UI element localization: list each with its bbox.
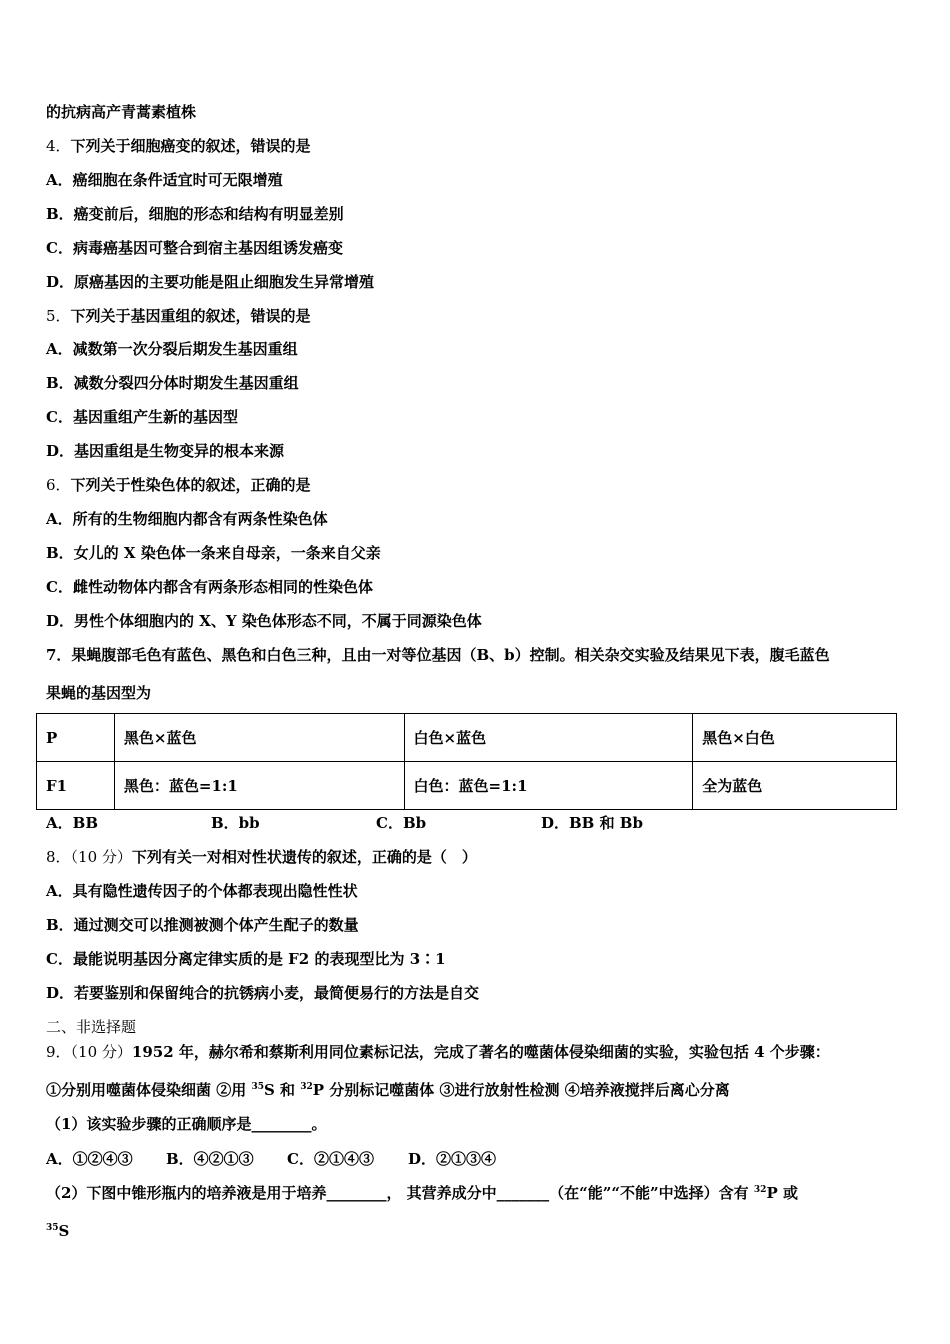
table-cell: P [37, 714, 115, 762]
q5-option-b: B．减数分裂四分体时期发生基因重组 [46, 374, 299, 392]
q8-option-b: B．通过测交可以推测被测个体产生配子的数量 [46, 916, 359, 934]
q9-sub2: （2）下图中锥形瓶内的培养液是用于培养________， 其营养成分中_______（在“能”“不能”中选择）含有 $^{32}$P 或 [46, 1184, 798, 1202]
q5-stem: 5．下列关于基因重组的叙述，错误的是 [46, 307, 311, 325]
q7-option-a: A．BB [46, 814, 98, 832]
q7-options [46, 813, 643, 833]
q9-sub1: （1）该实验步骤的正确顺序是________。 [46, 1115, 327, 1133]
q8-option-c: C．最能说明基因分离定律实质的是 F2 的表现型比为 3∶1 [46, 950, 446, 968]
q4-stem: 4．下列关于细胞癌变的叙述，错误的是 [46, 137, 311, 155]
table-cell: 白色×蓝色 [404, 714, 693, 762]
q9-option-c: C．②①④③ [287, 1150, 374, 1168]
q9-option-d: D．②①③④ [408, 1150, 497, 1168]
q4-option-c: C．病毒癌基因可整合到宿主基因组诱发癌变 [46, 239, 343, 257]
q9-steps: ①分别用噬菌体侵染细菌 ②用 $^{35}$S 和 $^{32}$P 分别标记噬菌体 ③进行放射性检测 ④培养液搅拌后离心分离 [46, 1081, 730, 1099]
q4-option-b: B．癌变前后，细胞的形态和结构有明显差别 [46, 205, 344, 223]
q6-option-d: D．男性个体细胞内的 X、Y 染色体形态不同，不属于同源染色体 [46, 612, 482, 630]
q7-stem-line1: 7．果蝇腹部毛色有蓝色、黑色和白色三种，且由一对等位基因（B、b）控制。相关杂交实验及结果见下表，腹毛蓝色 [46, 646, 830, 664]
table-cell: 全为蓝色 [693, 762, 897, 810]
q8-stem: 8．（10 分）下列有关一对相对性状遗传的叙述，正确的是（ ） [46, 848, 477, 866]
table-row-f1 [37, 762, 897, 810]
q7-cross-table [36, 713, 897, 810]
q7-option-c: C．Bb [376, 814, 427, 832]
q4-option-d: D．原癌基因的主要功能是阻止细胞发生异常增殖 [46, 273, 375, 291]
table-cell: 黑色×蓝色 [114, 714, 404, 762]
q6-option-b: B．女儿的 X 染色体一条来自母亲，一条来自父亲 [46, 544, 381, 562]
q6-option-c: C．雌性动物体内都含有两条形态相同的性染色体 [46, 578, 373, 596]
intro-line: 的抗病高产青蒿素植株 [46, 103, 197, 121]
q5-option-a: A．减数第一次分裂后期发生基因重组 [46, 340, 298, 358]
q7-option-b: B．bb [211, 814, 260, 832]
q7-stem-line2: 果蝇的基因型为 [46, 684, 152, 702]
table-cell: 黑色：蓝色=1:1 [114, 762, 404, 810]
q5-option-c: C．基因重组产生新的基因型 [46, 408, 238, 426]
section-heading: 二、非选择题 [46, 1018, 137, 1036]
table-cell: 白色：蓝色=1:1 [404, 762, 693, 810]
table-cell: 黑色×白色 [693, 714, 897, 762]
q8-option-a: A．具有隐性遗传因子的个体都表现出隐性性状 [46, 882, 358, 900]
q9-option-a: A．①②④③ [46, 1150, 133, 1168]
q9-stem: 9．（10 分）1952 年，赫尔希和蔡斯利用同位素标记法，完成了著名的噬菌体侵染细菌的实验，实验包括 4 个步骤： [46, 1043, 830, 1061]
q9-option-b: B．④②①③ [166, 1150, 254, 1168]
q9-sub1-options [46, 1149, 496, 1169]
q6-stem: 6．下列关于性染色体的叙述，正确的是 [46, 476, 311, 494]
table-cell: F1 [37, 762, 115, 810]
q4-option-a: A．癌细胞在条件适宜时可无限增殖 [46, 171, 283, 189]
table-row-p [37, 714, 897, 762]
q6-option-a: A．所有的生物细胞内都含有两条性染色体 [46, 510, 328, 528]
q7-option-d: D．BB 和 Bb [541, 814, 643, 832]
q8-option-d: D．若要鉴别和保留纯合的抗锈病小麦，最简便易行的方法是自交 [46, 984, 480, 1002]
q9-sub2-cont: $^{35}$S [46, 1222, 70, 1240]
q5-option-d: D．基因重组是生物变异的根本来源 [46, 442, 285, 460]
